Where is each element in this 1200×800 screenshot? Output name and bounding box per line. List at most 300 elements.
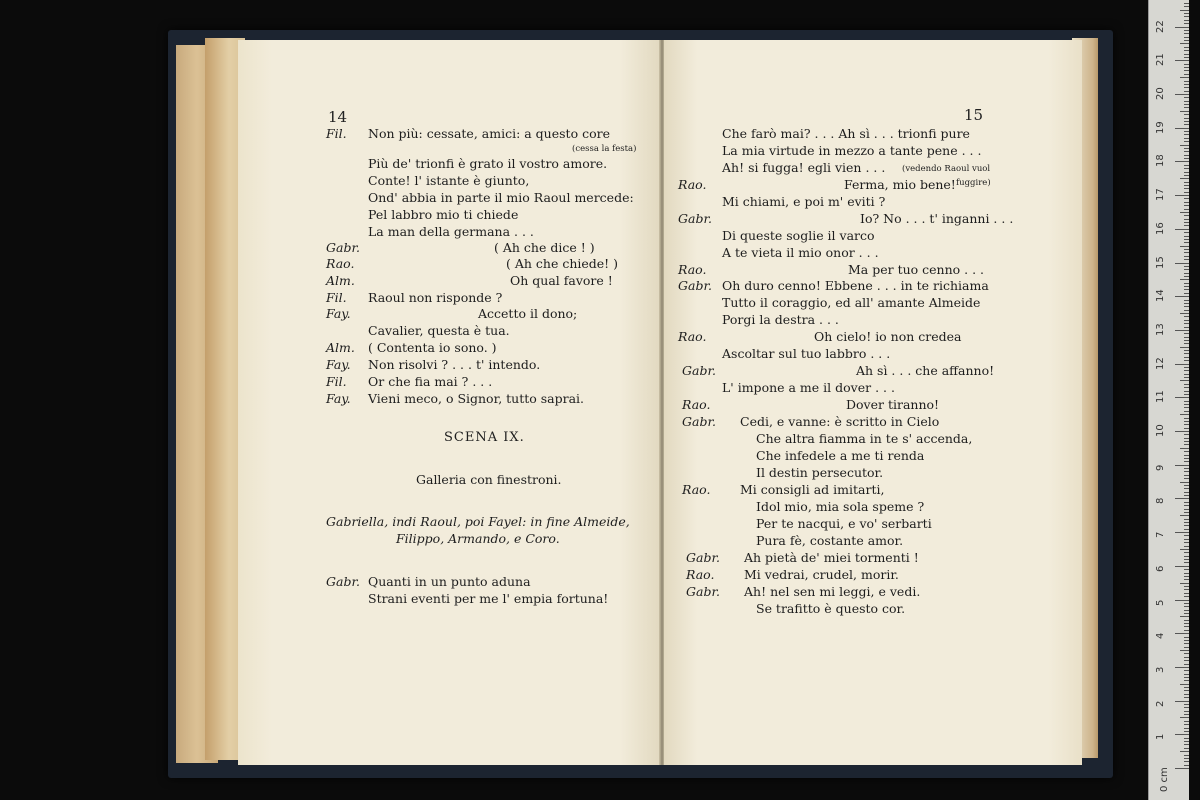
ruler-tick xyxy=(1184,714,1189,715)
ruler-tick xyxy=(1180,246,1189,247)
ruler-tick xyxy=(1175,397,1189,398)
ruler-tick xyxy=(1184,697,1189,698)
ruler-tick xyxy=(1184,384,1189,385)
verse-line: Conte! l' istante è giunto, xyxy=(368,173,530,188)
ruler-tick xyxy=(1180,549,1189,550)
speaker: Rao. xyxy=(326,256,355,271)
speaker: Gabr. xyxy=(326,574,361,589)
ruler-tick xyxy=(1184,428,1189,429)
ruler-number: 16 xyxy=(1155,222,1166,235)
ruler-tick xyxy=(1184,694,1189,695)
ruler-tick xyxy=(1184,687,1189,688)
scene-heading: SCENA IX. xyxy=(444,430,525,445)
ruler-tick xyxy=(1184,340,1189,341)
ruler-tick xyxy=(1184,525,1189,526)
ruler-tick xyxy=(1180,616,1189,617)
ruler-tick xyxy=(1184,104,1189,105)
ruler-number: 13 xyxy=(1155,323,1166,336)
ruler-tick xyxy=(1184,252,1189,253)
verse-line: Cedi, e vanne: è scritto in Cielo xyxy=(740,414,940,429)
ruler-tick xyxy=(1180,279,1189,280)
ruler-tick xyxy=(1184,404,1189,405)
speaker: Gabr. xyxy=(686,584,721,599)
ruler-tick xyxy=(1184,670,1189,671)
ruler-tick xyxy=(1175,532,1189,533)
ruler-tick xyxy=(1175,566,1189,567)
speaker: Gabr. xyxy=(686,550,721,565)
ruler-tick xyxy=(1184,225,1189,226)
ruler-tick xyxy=(1180,111,1189,112)
ruler-tick xyxy=(1184,461,1189,462)
verse-line: Accetto il dono; xyxy=(478,306,578,321)
ruler-unit-label: 0 cm xyxy=(1159,767,1170,792)
verse-line: Porgi la destra . . . xyxy=(722,312,839,327)
ruler-tick xyxy=(1184,573,1189,574)
ruler-tick xyxy=(1184,613,1189,614)
ruler-number: 11 xyxy=(1155,390,1166,404)
ruler-tick xyxy=(1184,589,1189,590)
speaker: Gabr. xyxy=(678,278,713,293)
ruler-tick xyxy=(1184,343,1189,344)
ruler-tick xyxy=(1184,198,1189,199)
speaker: Rao. xyxy=(678,177,707,192)
ruler-tick xyxy=(1184,47,1189,48)
ruler-tick xyxy=(1184,441,1189,442)
ruler-tick xyxy=(1184,239,1189,240)
ruler-tick xyxy=(1184,492,1189,493)
ruler-tick xyxy=(1184,620,1189,621)
ruler-number: 8 xyxy=(1155,498,1166,505)
ruler-tick xyxy=(1180,650,1189,651)
ruler-tick xyxy=(1184,394,1189,395)
ruler-tick xyxy=(1184,758,1189,759)
ruler-tick xyxy=(1184,610,1189,611)
ruler-tick xyxy=(1175,498,1189,499)
verse-line: Ond' abbia in parte il mio Raoul mercede: xyxy=(368,190,634,205)
characters-line: Filippo, Armando, e Coro. xyxy=(396,531,560,546)
ruler-tick xyxy=(1180,347,1189,348)
ruler-tick xyxy=(1175,667,1189,668)
verse-line: Che farò mai? . . . Ah sì . . . trionfi pure xyxy=(722,126,970,141)
ruler-tick xyxy=(1184,3,1189,4)
ruler-tick xyxy=(1184,755,1189,756)
ruler-tick xyxy=(1184,556,1189,557)
verse-line: Mi chiami, e poi m' eviti ? xyxy=(722,194,886,209)
ruler-tick xyxy=(1184,316,1189,317)
left-page xyxy=(238,40,662,765)
ruler-tick xyxy=(1184,512,1189,513)
ruler-tick xyxy=(1180,380,1189,381)
ruler-tick xyxy=(1184,502,1189,503)
ruler-tick xyxy=(1184,175,1189,176)
ruler-tick xyxy=(1184,20,1189,21)
ruler-tick xyxy=(1184,546,1189,547)
speaker: Fil. xyxy=(326,374,347,389)
ruler-tick xyxy=(1184,91,1189,92)
ruler-tick xyxy=(1184,74,1189,75)
ruler-tick xyxy=(1184,367,1189,368)
ruler-tick xyxy=(1184,303,1189,304)
ruler-tick xyxy=(1184,81,1189,82)
verse-line: L' impone a me il dover . . . xyxy=(722,380,895,395)
ruler-tick xyxy=(1184,680,1189,681)
ruler-tick xyxy=(1184,677,1189,678)
ruler-tick xyxy=(1184,101,1189,102)
ruler-tick xyxy=(1184,172,1189,173)
speaker: Fil. xyxy=(326,290,347,305)
ruler-tick xyxy=(1184,327,1189,328)
ruler-tick xyxy=(1184,249,1189,250)
ruler-tick xyxy=(1184,664,1189,665)
ruler-tick xyxy=(1184,168,1189,169)
stage-direction: (vedendo Raoul vuol xyxy=(902,164,991,174)
ruler-tick xyxy=(1184,674,1189,675)
ruler-tick xyxy=(1180,717,1189,718)
ruler-tick xyxy=(1184,97,1189,98)
ruler-tick xyxy=(1184,738,1189,739)
verse-line: Cavalier, questa è tua. xyxy=(368,323,510,338)
ruler-tick xyxy=(1184,320,1189,321)
verse-line: Raoul non risponde ? xyxy=(368,290,503,305)
ruler-tick xyxy=(1184,562,1189,563)
ruler-tick xyxy=(1184,495,1189,496)
ruler-tick xyxy=(1184,306,1189,307)
verse-line: Se trafitto è questo cor. xyxy=(756,601,906,616)
verse-line: Mi consigli ad imitarti, xyxy=(740,482,885,497)
verse-line: Ascoltar sul tuo labbro . . . xyxy=(722,346,891,361)
ruler-tick xyxy=(1184,289,1189,290)
speaker: Fay. xyxy=(326,391,351,406)
ruler-tick xyxy=(1184,141,1189,142)
ruler-tick xyxy=(1184,242,1189,243)
ruler-tick xyxy=(1184,741,1189,742)
ruler-tick xyxy=(1180,145,1189,146)
ruler-tick xyxy=(1184,529,1189,530)
ruler-number: 12 xyxy=(1155,356,1166,370)
ruler-tick xyxy=(1184,569,1189,570)
ruler-tick xyxy=(1184,539,1189,540)
ruler-tick xyxy=(1184,205,1189,206)
ruler-tick xyxy=(1184,16,1189,17)
ruler-tick xyxy=(1184,721,1189,722)
ruler-tick xyxy=(1184,401,1189,402)
ruler-tick xyxy=(1184,118,1189,119)
ruler-tick xyxy=(1184,124,1189,125)
ruler-tick xyxy=(1175,263,1189,264)
ruler-tick xyxy=(1184,337,1189,338)
ruler-tick xyxy=(1184,535,1189,536)
ruler-tick xyxy=(1184,121,1189,122)
ruler-tick xyxy=(1184,660,1189,661)
ruler-tick xyxy=(1184,333,1189,334)
stage-direction: (cessa la festa) xyxy=(572,144,637,154)
ruler-tick xyxy=(1184,451,1189,452)
verse-line: Tutto il coraggio, ed all' amante Almeide xyxy=(722,295,981,310)
ruler-tick xyxy=(1184,219,1189,220)
ruler-tick xyxy=(1184,455,1189,456)
ruler-tick xyxy=(1184,6,1189,7)
ruler-tick xyxy=(1184,151,1189,152)
ruler-tick xyxy=(1184,158,1189,159)
ruler-tick xyxy=(1180,583,1189,584)
ruler-number: 2 xyxy=(1155,700,1166,707)
ruler-tick xyxy=(1180,178,1189,179)
ruler-tick xyxy=(1184,377,1189,378)
verse-line: Quanti in un punto aduna xyxy=(368,574,531,589)
ruler-tick xyxy=(1184,185,1189,186)
ruler-tick xyxy=(1184,33,1189,34)
ruler-tick xyxy=(1184,360,1189,361)
stage-direction: fuggire) xyxy=(956,178,991,188)
ruler-tick xyxy=(1184,637,1189,638)
ruler-tick xyxy=(1184,232,1189,233)
ruler-tick xyxy=(1184,626,1189,627)
verse-line: Oh duro cenno! Ebbene . . . in te richiama xyxy=(722,278,989,293)
ruler-tick xyxy=(1184,623,1189,624)
ruler-tick xyxy=(1184,478,1189,479)
ruler-tick xyxy=(1180,414,1189,415)
verse-line: Strani eventi per me l' empia fortuna! xyxy=(368,591,609,606)
ruler-tick xyxy=(1184,357,1189,358)
ruler-tick xyxy=(1184,350,1189,351)
ruler-tick xyxy=(1184,653,1189,654)
verse-line: Per te nacqui, e vo' serbarti xyxy=(756,516,932,531)
ruler-number: 22 xyxy=(1155,19,1166,33)
ruler-number: 4 xyxy=(1155,632,1166,640)
ruler-tick xyxy=(1184,23,1189,24)
ruler-tick xyxy=(1175,94,1189,95)
ruler-tick xyxy=(1184,273,1189,274)
ruler-tick xyxy=(1184,107,1189,108)
verse-line: Che altra fiamma in te s' accenda, xyxy=(756,431,973,446)
ruler-tick xyxy=(1175,128,1189,129)
ruler-tick xyxy=(1180,515,1189,516)
verse-line: Il destin persecutor. xyxy=(756,465,884,480)
ruler-number: 7 xyxy=(1155,531,1166,539)
ruler-tick xyxy=(1184,421,1189,422)
ruler-tick xyxy=(1184,606,1189,607)
ruler-tick xyxy=(1184,640,1189,641)
ruler-number: 10 xyxy=(1155,424,1166,437)
ruler-tick xyxy=(1175,161,1189,162)
ruler-tick xyxy=(1184,596,1189,597)
speaker: Fay. xyxy=(326,306,351,321)
ruler-tick xyxy=(1184,13,1189,14)
ruler-tick xyxy=(1184,84,1189,85)
page-number-left: 14 xyxy=(328,108,348,126)
ruler-tick xyxy=(1180,684,1189,685)
verse-line: Or che fia mai ? . . . xyxy=(368,374,493,389)
ruler-tick xyxy=(1184,165,1189,166)
ruler-tick xyxy=(1184,643,1189,644)
ruler-tick xyxy=(1184,411,1189,412)
verse-line: Più de' trionfi è grato il vostro amore. xyxy=(368,156,608,171)
ruler-tick xyxy=(1184,387,1189,388)
ruler-tick xyxy=(1184,37,1189,38)
ruler-tick xyxy=(1184,87,1189,88)
ruler-tick xyxy=(1175,465,1189,466)
ruler-tick xyxy=(1184,657,1189,658)
ruler-tick xyxy=(1184,488,1189,489)
ruler-tick xyxy=(1184,215,1189,216)
ruler-tick xyxy=(1184,374,1189,375)
ruler-tick xyxy=(1180,212,1189,213)
verse-line: Oh qual favore ! xyxy=(510,273,613,288)
ruler-tick xyxy=(1180,10,1189,11)
verse-line: Oh cielo! io non credea xyxy=(814,329,962,344)
ruler-tick xyxy=(1184,630,1189,631)
verse-line: Ah sì . . . che affanno! xyxy=(856,363,995,378)
ruler-tick xyxy=(1184,519,1189,520)
verse-line: Idol mio, mia sola speme ? xyxy=(756,499,925,514)
verse-line: Ferma, mio bene! xyxy=(844,177,956,192)
speaker: Gabr. xyxy=(682,414,717,429)
ruler-tick xyxy=(1184,748,1189,749)
ruler-tick xyxy=(1184,300,1189,301)
ruler-tick xyxy=(1184,552,1189,553)
ruler-tick xyxy=(1184,138,1189,139)
speaker: Rao. xyxy=(682,482,711,497)
ruler-tick xyxy=(1184,418,1189,419)
ruler-tick xyxy=(1184,647,1189,648)
verse-line: ( Contenta io sono. ) xyxy=(368,340,497,355)
ruler-tick xyxy=(1184,310,1189,311)
ruler-tick xyxy=(1175,600,1189,601)
ruler-tick xyxy=(1184,202,1189,203)
ruler-tick xyxy=(1184,64,1189,65)
ruler-tick xyxy=(1184,731,1189,732)
ruler-tick xyxy=(1184,209,1189,210)
ruler-tick xyxy=(1175,229,1189,230)
verse-line: Che infedele a me ti renda xyxy=(756,448,925,463)
ruler-tick xyxy=(1184,57,1189,58)
speaker: Rao. xyxy=(678,329,707,344)
ruler-tick xyxy=(1184,603,1189,604)
ruler-tick xyxy=(1180,448,1189,449)
verse-line: Ma per tuo cenno . . . xyxy=(848,262,985,277)
verse-line: La mia virtude in mezzo a tante pene . . . xyxy=(722,143,982,158)
verse-line: Ah! si fugga! egli vien . . . xyxy=(722,160,886,175)
ruler-number: 17 xyxy=(1155,188,1166,202)
ruler-tick xyxy=(1184,30,1189,31)
page-number-right: 15 xyxy=(964,106,984,124)
ruler-tick xyxy=(1184,761,1189,762)
ruler-tick xyxy=(1184,458,1189,459)
ruler-tick xyxy=(1175,27,1189,28)
ruler-tick xyxy=(1184,266,1189,267)
right-page xyxy=(664,40,1082,765)
verse-line: Io? No . . . t' inganni . . . xyxy=(860,211,1014,226)
ruler-tick xyxy=(1184,724,1189,725)
speaker: Gabr. xyxy=(678,211,713,226)
ruler-number: 9 xyxy=(1155,464,1166,471)
ruler-tick xyxy=(1184,704,1189,705)
ruler-tick xyxy=(1180,313,1189,314)
ruler-number: 20 xyxy=(1155,87,1166,100)
scene-setting: Galleria con finestroni. xyxy=(416,472,562,487)
ruler-number: 19 xyxy=(1155,120,1166,134)
ruler-tick xyxy=(1184,40,1189,41)
verse-line: Ah pietà de' miei tormenti ! xyxy=(744,550,919,565)
speaker: Fil. xyxy=(326,126,347,141)
ruler-tick xyxy=(1184,283,1189,284)
ruler-tick xyxy=(1180,482,1189,483)
speaker: Fay. xyxy=(326,357,351,372)
ruler-tick xyxy=(1184,391,1189,392)
ruler-tick xyxy=(1184,323,1189,324)
ruler-tick xyxy=(1175,60,1189,61)
speaker: Gabr. xyxy=(682,363,717,378)
ruler-tick xyxy=(1184,485,1189,486)
ruler-number: 18 xyxy=(1155,154,1166,168)
verse-line: La man della germana . . . xyxy=(368,224,534,239)
ruler-tick xyxy=(1184,407,1189,408)
verse-line: Pura fè, costante amor. xyxy=(756,533,904,548)
ruler-tick xyxy=(1175,734,1189,735)
ruler-tick xyxy=(1184,188,1189,189)
ruler-tick xyxy=(1184,471,1189,472)
ruler-tick xyxy=(1184,509,1189,510)
ruler-tick xyxy=(1184,353,1189,354)
ruler-tick xyxy=(1184,468,1189,469)
ruler-number: 1 xyxy=(1155,733,1166,741)
ruler-tick xyxy=(1184,576,1189,577)
verse-line: A te vieta il mio onor . . . xyxy=(722,245,879,260)
ruler-number: 3 xyxy=(1155,666,1166,673)
verse-line: ( Ah che dice ! ) xyxy=(494,240,595,255)
verse-line: Di queste soglie il varco xyxy=(722,228,875,243)
ruler-tick xyxy=(1184,259,1189,260)
ruler-tick xyxy=(1184,707,1189,708)
ruler-number: 5 xyxy=(1155,599,1166,606)
ruler-tick xyxy=(1184,505,1189,506)
verse-line: Mi vedrai, crudel, morir. xyxy=(744,567,899,582)
ruler-tick xyxy=(1184,711,1189,712)
ruler-tick xyxy=(1184,276,1189,277)
ruler-tick xyxy=(1175,296,1189,297)
ruler-tick xyxy=(1184,286,1189,287)
speaker: Alm. xyxy=(326,273,355,288)
ruler-tick xyxy=(1180,751,1189,752)
ruler-tick xyxy=(1184,134,1189,135)
ruler-tick xyxy=(1184,70,1189,71)
ruler-tick xyxy=(1184,269,1189,270)
ruler-tick xyxy=(1184,148,1189,149)
ruler-tick xyxy=(1184,155,1189,156)
ruler-tick xyxy=(1180,77,1189,78)
verse-line: Ah! nel sen mi leggi, e vedi. xyxy=(744,584,921,599)
ruler-tick xyxy=(1184,293,1189,294)
ruler-tick xyxy=(1184,475,1189,476)
ruler-tick xyxy=(1184,50,1189,51)
ruler-tick xyxy=(1184,542,1189,543)
ruler-number: 14 xyxy=(1155,289,1166,303)
ruler-tick xyxy=(1184,131,1189,132)
ruler-tick xyxy=(1184,444,1189,445)
ruler-tick xyxy=(1184,182,1189,183)
ruler-tick xyxy=(1184,434,1189,435)
ruler-tick xyxy=(1184,54,1189,55)
ruler-tick xyxy=(1184,424,1189,425)
ruler-tick xyxy=(1184,438,1189,439)
verse-line: Vieni meco, o Signor, tutto saprai. xyxy=(368,391,585,406)
ruler-tick xyxy=(1184,593,1189,594)
ruler-tick xyxy=(1184,222,1189,223)
ruler-tick xyxy=(1184,256,1189,257)
ruler-tick xyxy=(1184,192,1189,193)
verse-line: ( Ah che chiede! ) xyxy=(506,256,619,271)
ruler-tick xyxy=(1184,728,1189,729)
